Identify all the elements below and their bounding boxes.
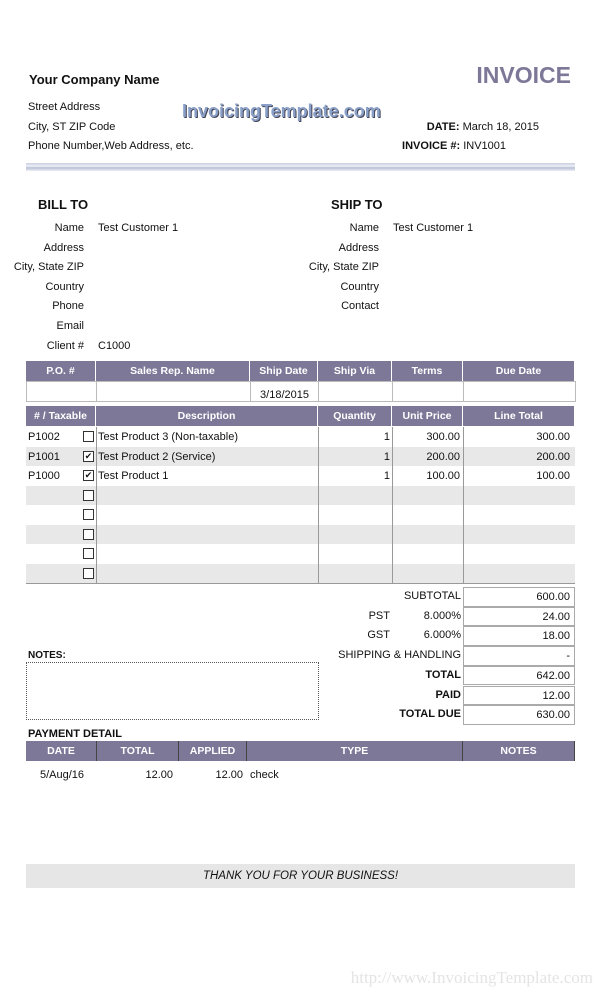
item-description: Test Product 1 [98, 470, 169, 482]
column-divider [96, 427, 97, 583]
item-line-total: 100.00 [536, 470, 570, 482]
payment-header-0: DATE [26, 741, 97, 761]
ship-to-label: Contact [341, 300, 379, 313]
item-id: P1000 [28, 470, 60, 482]
total-label: GST [367, 629, 390, 642]
total-label: PST [368, 609, 390, 622]
order-header-2: Ship Date [250, 361, 318, 381]
bill-to-label: Phone [52, 300, 84, 313]
bill-to-label: City, State ZIP [13, 261, 84, 274]
payment-total: 12.00 [145, 769, 173, 781]
item-quantity: 1 [383, 450, 390, 463]
payment-type: check [250, 769, 279, 781]
item-id: P1001 [28, 450, 60, 463]
bill-to-label: Email [56, 320, 84, 332]
table-row [26, 427, 575, 447]
watermark: http://www.InvoicingTemplate.com [350, 968, 593, 987]
notes-box[interactable] [26, 662, 319, 720]
taxable-checkbox[interactable] [83, 548, 94, 559]
item-description: Test Product 3 (Non-taxable) [98, 431, 239, 443]
order-value-4[interactable] [392, 381, 464, 402]
taxable-checkbox[interactable] [83, 529, 94, 540]
table-row [26, 525, 575, 545]
total-value: 642.00 [463, 666, 575, 686]
taxable-checkbox[interactable] [83, 568, 94, 579]
total-value: - [463, 646, 575, 666]
bill-to-label: Client # [46, 339, 84, 352]
bill-to-heading: BILL TO [38, 197, 89, 212]
table-bottom-border [26, 583, 575, 584]
item-unit-price: 200.00 [426, 450, 460, 463]
ship-to-heading: SHIP TO [331, 197, 383, 212]
items-header-1: Description [96, 406, 318, 426]
bill-to-label: Address [43, 241, 84, 254]
total-label: TOTAL [425, 668, 461, 681]
total-label: PAID [435, 688, 461, 701]
notes-label: NOTES: [28, 650, 66, 661]
payment-applied: 12.00 [215, 769, 243, 781]
payment-date: 5/Aug/16 [40, 769, 85, 781]
logo: InvoicingTemplate.com [182, 101, 381, 121]
tax-rate: 6.000% [423, 629, 461, 642]
table-row [26, 486, 575, 506]
total-value: 12.00 [463, 686, 575, 706]
table-row [26, 505, 575, 525]
total-label: SHIPPING & HANDLING [338, 649, 461, 662]
order-value-5[interactable] [463, 381, 576, 402]
item-line-total: 300.00 [536, 431, 570, 443]
invoice-number-label: INVOICE #: [402, 140, 461, 152]
items-header-4: Line Total [463, 406, 575, 426]
item-unit-price: 100.00 [426, 470, 460, 482]
taxable-checkbox[interactable] [83, 490, 94, 501]
invoice-date: March 18, 2015 [462, 121, 539, 133]
taxable-checkbox[interactable]: ✔ [84, 450, 93, 461]
taxable-checkbox[interactable] [83, 509, 94, 520]
order-header-5: Due Date [463, 361, 575, 381]
payment-header-2: APPLIED [179, 741, 247, 761]
invoice-title: INVOICE [476, 62, 571, 88]
item-id: P1002 [28, 431, 60, 443]
ship-to-label: Name [349, 222, 379, 234]
item-unit-price: 300.00 [426, 431, 460, 443]
taxable-checkbox[interactable] [83, 431, 94, 442]
items-header-2: Quantity [318, 406, 392, 426]
total-value: 18.00 [463, 626, 575, 646]
table-row [26, 466, 575, 486]
column-divider [318, 427, 319, 583]
company-contact: Phone Number,Web Address, etc. [28, 140, 194, 152]
item-description: Test Product 2 (Service) [98, 450, 216, 463]
column-divider [463, 427, 464, 583]
payment-header-4: NOTES [463, 741, 575, 761]
order-header-3: Ship Via [318, 361, 392, 381]
company-city: City, ST ZIP Code [28, 121, 116, 133]
bill-to-label: Country [45, 280, 84, 293]
column-divider [392, 427, 393, 583]
ship-to-value: Test Customer 1 [393, 222, 474, 234]
header-divider [26, 163, 575, 171]
ship-to-label: Country [340, 280, 379, 293]
item-quantity: 1 [383, 431, 390, 443]
company-name: Your Company Name [29, 72, 160, 87]
order-header-4: Terms [392, 361, 463, 381]
bill-to-label: Name [54, 222, 84, 234]
order-value-2[interactable]: 3/18/2015 [250, 381, 319, 402]
order-header-0: P.O. # [26, 361, 96, 381]
payment-header-1: TOTAL [97, 741, 179, 761]
thank-you-banner: THANK YOU FOR YOUR BUSINESS! [26, 864, 575, 888]
bill-to-value: C1000 [98, 339, 131, 352]
payment-heading: PAYMENT DETAIL [28, 728, 122, 740]
ship-to-label: City, State ZIP [308, 261, 379, 274]
order-header-1: Sales Rep. Name [96, 361, 250, 381]
table-row [26, 544, 575, 564]
total-label: SUBTOTAL [403, 590, 461, 602]
table-row [26, 564, 575, 584]
item-quantity: 1 [383, 470, 390, 482]
total-value: 600.00 [463, 587, 575, 607]
tax-rate: 8.000% [423, 609, 461, 622]
date-label: DATE: [426, 121, 460, 133]
order-value-0[interactable] [26, 381, 97, 402]
invoice-number: INV1001 [463, 140, 506, 152]
order-value-3[interactable] [318, 381, 393, 402]
payment-header-3: TYPE [247, 741, 463, 761]
ship-to-label: Address [338, 241, 379, 254]
items-header-3: Unit Price [392, 406, 463, 426]
items-header-0: # / Taxable [26, 406, 96, 426]
table-row [26, 447, 575, 467]
bill-to-value: Test Customer 1 [98, 222, 179, 234]
total-label: TOTAL DUE [399, 708, 461, 721]
total-value: 630.00 [463, 705, 575, 725]
company-street: Street Address [28, 101, 101, 113]
total-value: 24.00 [463, 607, 575, 627]
order-value-1[interactable] [96, 381, 251, 402]
taxable-checkbox[interactable]: ✔ [84, 470, 93, 480]
item-line-total: 200.00 [536, 450, 570, 463]
